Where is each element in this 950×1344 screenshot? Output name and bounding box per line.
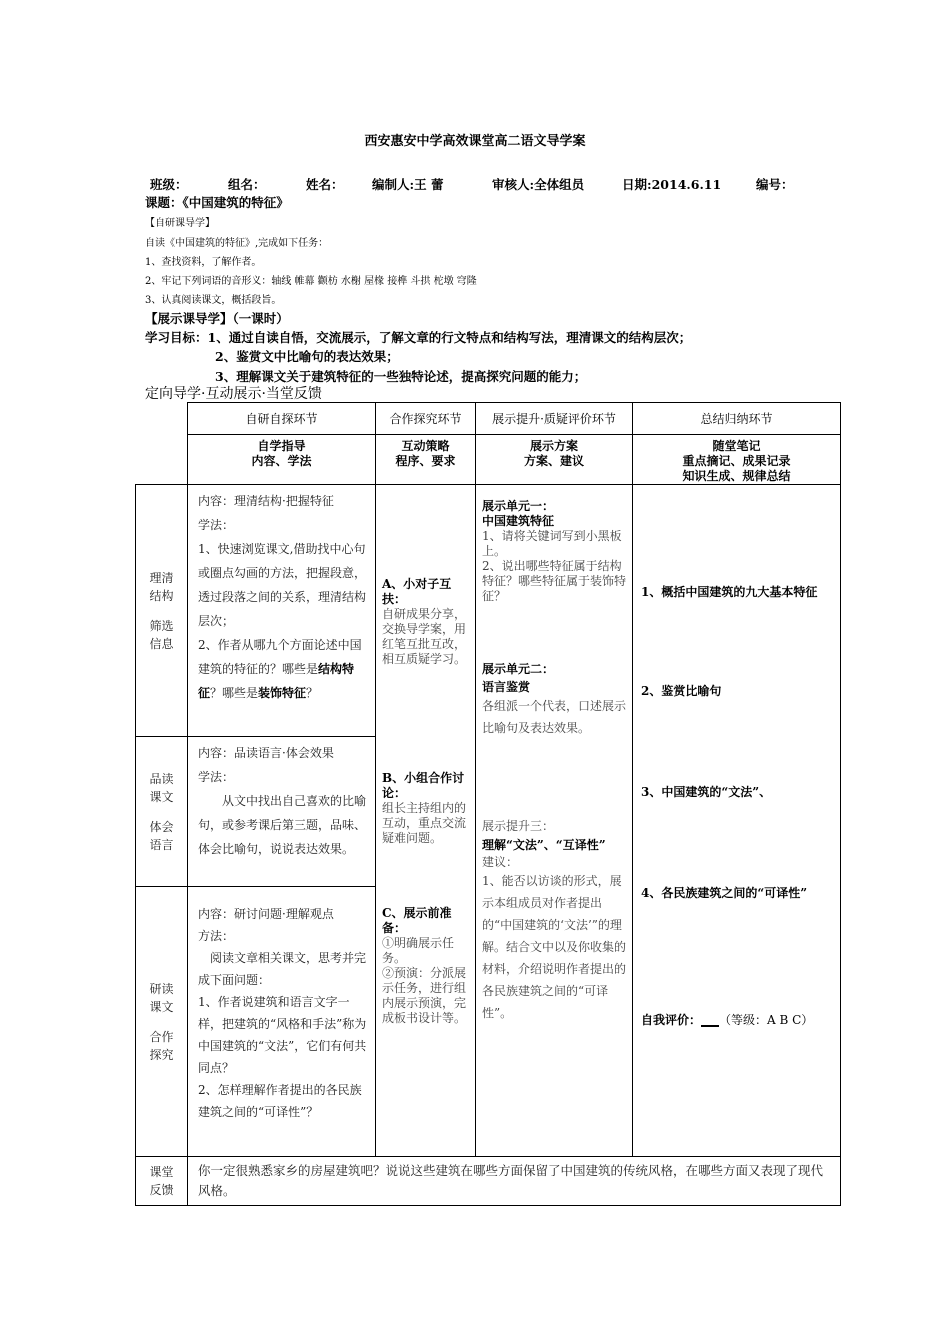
unit-subtitle: 语言鉴赏 — [482, 680, 531, 694]
guide-step: 从文中找出自己喜欢的比喻句，或参考课后第三题，品味、体会比喻句，说说表达效果。 — [198, 794, 367, 856]
guide-method: 学法： — [198, 518, 235, 532]
row-label — [136, 737, 188, 887]
header-cell: 自研自探环节 — [188, 403, 376, 435]
strategy-cell — [376, 485, 476, 1157]
study-guide-cell — [188, 485, 376, 737]
self-study-intro: 自读《中国建筑的特征》,完成如下任务： — [145, 238, 329, 249]
row-label-line: 课文 — [149, 999, 174, 1014]
subheader-line: 重点摘记、成果记录 — [682, 454, 791, 468]
guide-step: 2、作者从哪九个方面论述中国建筑的特征的？哪些是结构特征？哪些是装饰特征？ — [198, 638, 362, 700]
table-subtitle: 定向导学·互动展示·当堂反馈 — [145, 386, 322, 402]
note-item: 3、中国建筑的“文法”、 — [641, 785, 772, 799]
subheader-line: 自学指导 — [257, 439, 306, 453]
guide-step: 2、怎样理解作者提出的各民族建筑之间的“可译性”？ — [198, 1083, 362, 1119]
subheader-line: 知识生成、规律总结 — [682, 469, 791, 483]
study-guide-cell — [188, 737, 376, 887]
guide-method: 学法： — [198, 770, 235, 784]
document-title: 西安惠安中学高效课堂高二语文导学案 — [364, 134, 586, 149]
strategy-body: 组长主持组内的互动，重点交流疑难问题。 — [382, 801, 467, 845]
feedback-label — [136, 1157, 188, 1206]
lesson-table — [135, 402, 841, 1206]
row-label-line: 探究 — [149, 1047, 174, 1062]
strategy-body: ①明确展示任务。 — [382, 936, 455, 965]
row-label — [136, 485, 188, 737]
feedback-text: 你一定很熟悉家乡的房屋建筑吧？说说这些建筑在哪些方面保留了中国建筑的传统风格，在哪些方面又表现了现代风格。 — [188, 1157, 841, 1206]
row-label-line: 合作 — [149, 1029, 174, 1044]
unit-title: 展示单元一： — [482, 499, 555, 513]
self-study-heading: 【自研课导学】 — [145, 218, 215, 229]
strategy-body: 自研成果分享，交换导学案，用红笔互批互改，相互质疑学习。 — [382, 607, 467, 666]
self-evaluation: 自我评价：___（等级：A B C） — [641, 1013, 814, 1027]
learning-goal: 学习目标：1、通过自读自悟，交流展示，了解文章的行文特点和结构写法，理清课文的结构层次； — [145, 330, 692, 345]
unit-label: 建议： — [482, 855, 519, 869]
display-heading: 【展示课导学】（一课时） — [145, 311, 289, 326]
guide-content: 内容：理清结构·把握特征 — [198, 494, 334, 508]
editor: 编制人:王 蕾 — [372, 177, 444, 192]
strategy-title: C、展示前准备： — [382, 906, 452, 935]
guide-content: 内容：研讨问题·理解观点 — [198, 907, 334, 921]
guide-step: 1、作者说建筑和语言文字一样，把建筑的“风格和手法”称为中国建筑的“文法”，它们有何共同点？ — [198, 995, 367, 1075]
study-guide-cell — [188, 887, 376, 1157]
row-label-line: 反馈 — [149, 1183, 174, 1197]
header-cell: 合作探究环节 — [376, 403, 476, 435]
unit-task: 1、请将关键词写到小黑板上。 — [482, 529, 622, 558]
row-label-line: 体会 — [149, 819, 174, 834]
self-study-task: 2、牢记下列词语的音形义：轴线 帷幕 颧枋 水榭 屋椽 接榫 斗拱 柁墩 穹隆 — [145, 276, 477, 287]
row-label-line: 品读 — [149, 771, 174, 786]
subheader-line: 程序、要求 — [395, 454, 456, 468]
row-label-line: 结构 — [149, 588, 174, 603]
guide-step: 阅读文章相关课文，思考并完成下面问题： — [198, 951, 367, 987]
row-label-line: 课文 — [149, 789, 174, 804]
subheader-line: 内容、学法 — [251, 454, 312, 468]
row-label-line: 信息 — [149, 636, 174, 651]
unit-title: 展示提升三： — [482, 819, 555, 833]
class-label: 班级： — [150, 177, 188, 192]
unit-title: 展示单元二： — [482, 662, 555, 676]
learning-goal: 3、理解课文关于建筑特征的一些独特论述，提高探究问题的能力； — [215, 369, 587, 384]
unit-subtitle: 中国建筑特征 — [482, 514, 555, 528]
note-item: 1、概括中国建筑的九大基本特征 — [641, 585, 818, 599]
self-study-task: 1、查找资料，了解作者。 — [145, 257, 262, 268]
reviewer: 审核人:全体组员 — [492, 177, 585, 192]
subheader-line: 方案、建议 — [523, 454, 584, 468]
header-cell: 展示提升·质疑评价环节 — [476, 403, 633, 435]
note-item: 2、鉴赏比喻句 — [641, 684, 722, 698]
corner-cell — [136, 403, 188, 485]
row-label-line: 语言 — [149, 837, 174, 852]
header-cell: 总结归纳环节 — [633, 403, 841, 435]
row-label-line: 理清 — [149, 570, 174, 585]
guide-content: 内容：品读语言·体会效果 — [198, 746, 334, 760]
strategy-body: ②预演：分派展示任务，进行组内展示预演，完成板书设计等。 — [382, 966, 467, 1025]
guide-method: 方法： — [198, 929, 235, 943]
unit-task: 2、说出哪些特征属于结构特征？哪些特征属于装饰特征？ — [482, 559, 627, 603]
subheader-cell — [376, 435, 476, 485]
learning-goal: 2、鉴赏文中比喻句的表达效果； — [215, 349, 399, 364]
row-label-line: 筛选 — [149, 618, 174, 633]
unit-subtitle: 理解“文法”、“互译性” — [482, 838, 606, 852]
strategy-title: B、小组合作讨论： — [382, 771, 465, 800]
subheader-line: 随堂笔记 — [712, 439, 761, 453]
lesson-topic: 课题：《中国建筑的特征》 — [145, 195, 289, 210]
subheader-line: 互动策略 — [401, 439, 450, 453]
strategy-title: A、小对子互扶： — [382, 577, 452, 606]
subheader-line: 展示方案 — [529, 439, 578, 453]
display-plan-cell — [476, 485, 633, 1157]
date: 日期:2014.6.11 — [622, 177, 722, 192]
self-study-task: 3、认真阅读课文，概括段旨。 — [145, 295, 282, 306]
name-label: 姓名： — [306, 177, 344, 192]
row-label-line: 研读 — [149, 981, 174, 996]
row-label-line: 课堂 — [149, 1165, 174, 1179]
subheader-cell — [633, 435, 841, 485]
notes-cell — [633, 485, 841, 1157]
unit-task: 各组派一个代表，口述展示比喻句及表达效果。 — [482, 699, 627, 735]
subheader-cell — [188, 435, 376, 485]
group-label: 组名： — [228, 177, 266, 192]
number-label: 编号： — [756, 177, 794, 192]
note-item: 4、各民族建筑之间的“可译性” — [641, 886, 808, 900]
row-label — [136, 887, 188, 1157]
guide-step: 1、快速浏览课文,借助找中心句或圈点勾画的方法，把握段意，透过段落之间的关系，理清结构层次； — [198, 542, 367, 628]
subheader-cell — [476, 435, 633, 485]
unit-task: 1、能否以访谈的形式，展示本组成员对作者提出的“中国建筑的‘文法’”的理解。结合文中以及你收集的材料，介绍说明作者提出的各民族建筑之间的“可译性”。 — [482, 874, 627, 1020]
meta-line — [150, 175, 794, 193]
